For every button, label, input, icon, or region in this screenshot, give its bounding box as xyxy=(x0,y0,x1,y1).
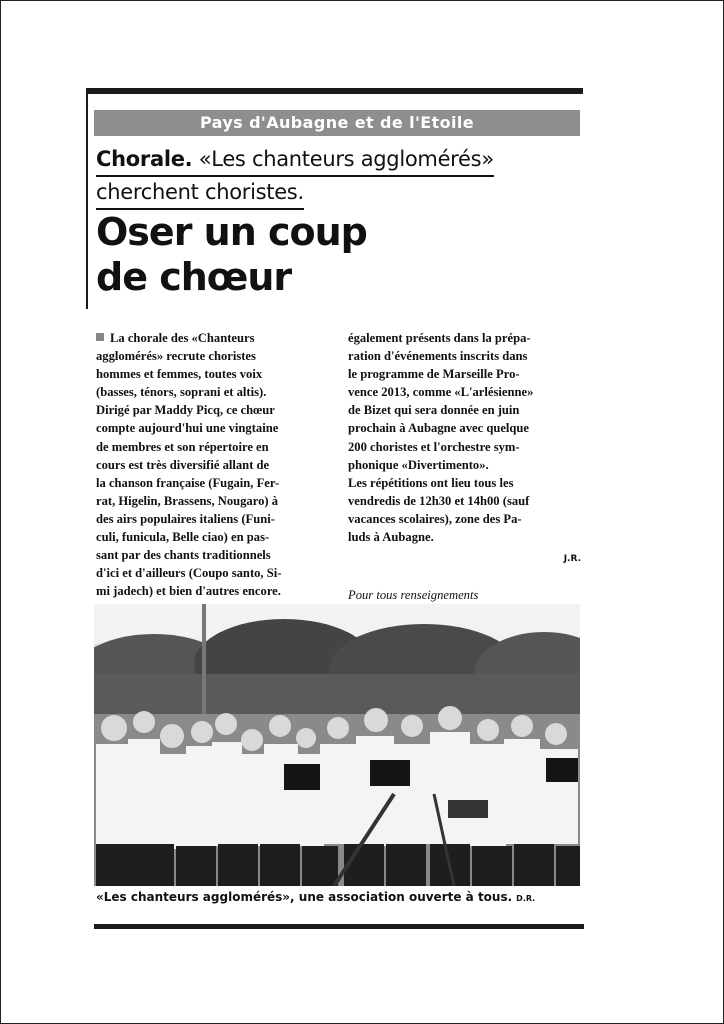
kicker-bold: Chorale. xyxy=(96,147,193,171)
text-line: rat, Higelin, Brassens, Nougaro) à xyxy=(96,493,279,508)
text-line: sant par des chants traditionnels xyxy=(96,548,271,563)
kicker-line-2: cherchent choristes. xyxy=(96,177,304,210)
text-line: également présents dans la prépa- xyxy=(348,331,531,345)
text-line: luds à Aubagne. xyxy=(348,530,434,545)
text-line: vendredis de 12h30 et 14h00 (sauf xyxy=(348,493,530,508)
kicker xyxy=(96,144,586,210)
text-line: la chanson française (Fugain, Fer- xyxy=(96,475,280,490)
text-line: le programme de Marseille Pro- xyxy=(348,367,520,382)
text-line: Les répétitions ont lieu tous les xyxy=(348,475,514,490)
text-line: ration d'événements inscrits dans xyxy=(348,349,528,364)
author-signature: J.R. xyxy=(563,554,581,565)
text-line: culi, funicula, Belle ciao) en pas- xyxy=(96,530,270,545)
headline-line-2: de chœur xyxy=(96,255,292,299)
choir-photo xyxy=(94,604,580,886)
text-line: vence 2013, comme «L'arlésienne» xyxy=(348,385,534,400)
caption-text: «Les chanteurs agglomérés», une association ouverte à tous. xyxy=(96,890,513,904)
text-line: hommes et femmes, toutes voix xyxy=(96,367,263,382)
photo-credit: D.R. xyxy=(516,894,536,903)
newspaper-clipping xyxy=(86,88,586,933)
text-line: (basses, ténors, soprani et altis). xyxy=(96,385,267,400)
text-line: compte aujourd'hui une vingtaine xyxy=(96,421,279,436)
photo-caption xyxy=(96,888,576,908)
contact-line: Pour tous renseignements xyxy=(348,588,479,603)
headline-line-1: Oser un coup xyxy=(96,210,367,254)
text-line: mi jadech) et bien d'autres encore. xyxy=(96,584,281,599)
text-line: La chorale des «Chanteurs xyxy=(96,329,327,347)
left-rule xyxy=(86,94,88,309)
top-rule xyxy=(86,88,583,94)
bottom-rule xyxy=(94,924,584,929)
headline xyxy=(96,210,576,300)
text-line: de Bizet qui sera donnée en juin xyxy=(348,403,520,418)
text-line: prochain à Aubagne avec quelque xyxy=(348,421,530,436)
kicker-line-1 xyxy=(96,144,494,177)
text-line: d'ici et d'ailleurs (Coupo santo, Si- xyxy=(96,566,282,581)
text-line: vacances scolaires), zone des Pa- xyxy=(348,511,522,526)
bullet-icon xyxy=(96,333,104,341)
kicker-rest: «Les chanteurs agglomérés» xyxy=(198,147,494,171)
text-line: phonique «Divertimento». xyxy=(348,457,489,472)
text-line: des airs populaires italiens (Funi- xyxy=(96,511,275,526)
section-banner: Pays d'Aubagne et de l'Etoile xyxy=(94,110,580,136)
text-line: 200 choristes et l'orchestre sym- xyxy=(348,439,520,454)
article-column-left xyxy=(96,329,327,637)
article-column-right xyxy=(348,329,581,641)
text-line: cours est très diversifié allant de xyxy=(96,457,270,472)
text-line: Dirigé par Maddy Picq, ce chœur xyxy=(96,403,275,418)
text-line: de membres et son répertoire en xyxy=(96,439,269,454)
text-line: agglomérés» recrute choristes xyxy=(96,349,256,364)
